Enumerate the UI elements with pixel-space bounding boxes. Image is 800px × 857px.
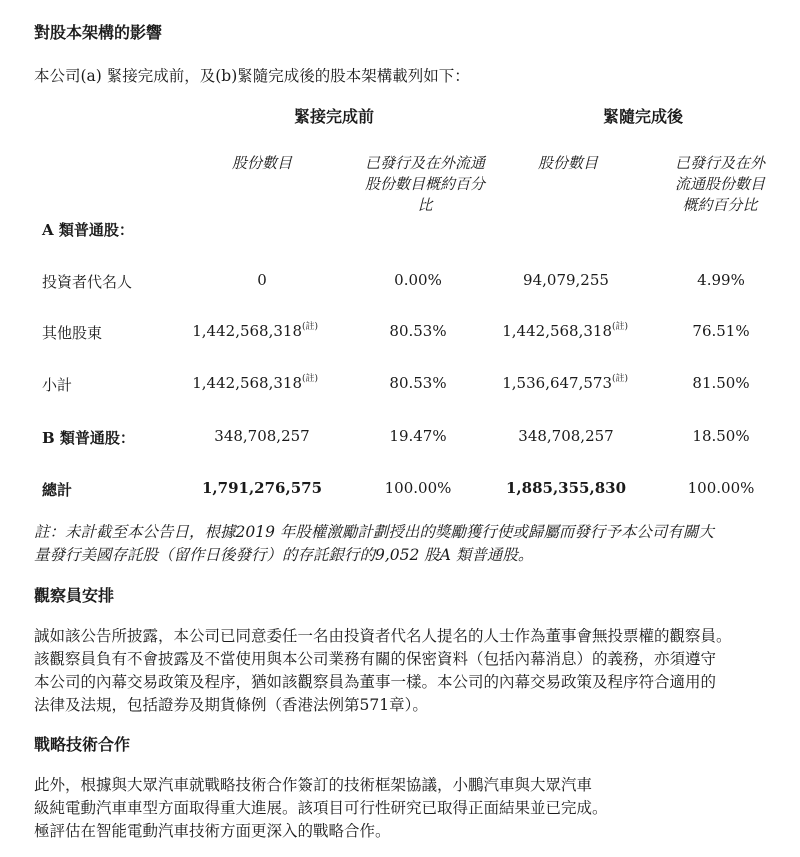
pct-before-cell: 100.00% xyxy=(384,479,452,497)
shares-before-cell: 348,708,257 xyxy=(214,427,310,445)
row-label: 其他股東 xyxy=(42,324,103,342)
row-label: 投資者代名人 xyxy=(42,273,133,291)
shares-after-cell: 1,885,355,830 xyxy=(505,479,627,497)
pct-after-cell: 76.51% xyxy=(692,322,750,340)
shares-after-cell: 94,079,255 xyxy=(523,271,609,289)
share-capital-intro: 本公司(a) 緊接完成前，及(b)緊隨完成後的股本架構載列如下： xyxy=(34,67,470,85)
observer-paragraph-line: 本公司的內幕交易政策及程序，猶如該觀察員為董事一樣。本公司的內幕交易政策及程序符合適用的 xyxy=(34,673,717,691)
pct-before-cell: 0.00% xyxy=(394,271,442,289)
observer-paragraph-line: 該觀察員負有不會披露及不當使用與本公司業務有關的保密資料（包括內幕消息）的義務，亦須遵守 xyxy=(34,650,717,668)
strategic-paragraph-line: 此外，根據與大眾汽車就戰略技術合作簽訂的技術框架協議，小鵬汽車與大眾汽車 xyxy=(34,776,593,794)
col-header-pct-before xyxy=(350,153,500,216)
strategic-paragraph-line: 極評估在智能電動汽車技術方面更深入的戰略合作。 xyxy=(34,822,391,840)
shares-after-cell: 348,708,257 xyxy=(518,427,614,445)
col-header-pct-after-line: 流通股份數目 xyxy=(674,175,765,193)
group-header-before: 緊接完成前 xyxy=(293,107,375,126)
col-header-pct-before-line: 股份數目概約百分 xyxy=(364,175,485,193)
col-header-shares-after: 股份數目 xyxy=(537,154,598,172)
col-header-pct-after-line: 概約百分比 xyxy=(682,196,758,214)
row-label: 小計 xyxy=(42,376,73,394)
footnote-marker: (註) xyxy=(302,374,319,384)
section-title-share-capital: 對股本架構的影響 xyxy=(34,23,163,42)
shares-before-cell: 1,442,568,318 xyxy=(192,322,302,340)
footnote-marker: (註) xyxy=(612,374,629,384)
col-header-pct-before-line: 已發行及在外流通 xyxy=(364,154,485,172)
pct-after-cell: 18.50% xyxy=(692,427,750,445)
pct-after-cell: 4.99% xyxy=(697,271,745,289)
group-header-after: 緊隨完成後 xyxy=(602,107,684,126)
footnote-marker: (註) xyxy=(302,322,319,332)
pct-after-cell: 100.00% xyxy=(687,479,755,497)
shares-after-cell: 1,442,568,318 xyxy=(502,322,612,340)
shares-before-cell: 1,442,568,318 xyxy=(192,374,302,392)
shares-after-cell: 1,536,647,573 xyxy=(502,374,612,392)
strategic-paragraph-line: 級純電動汽車車型方面取得重大進展。該項目可行性研究已取得正面結果並已完成。 xyxy=(34,799,608,817)
footnote-line: 註：未計截至本公告日，根據2019 年股權激勵計劃授出的獎勵獲行使或歸屬而發行予本公司有關大 xyxy=(34,523,714,541)
shares-before-cell: 1,791,276,575 xyxy=(201,479,323,497)
col-header-pct-after-line: 已發行及在外 xyxy=(674,154,765,172)
shares-before-cell: 0 xyxy=(257,271,267,289)
footnote-line: 量發行美國存託股（留作日後發行）的存託銀行的9,052 股A 類普通股。 xyxy=(34,546,534,564)
row-label: B 類普通股： xyxy=(42,429,135,447)
col-header-pct-before-line: 比 xyxy=(417,196,433,214)
pct-before-cell: 19.47% xyxy=(389,427,447,445)
footnote-marker: (註) xyxy=(612,322,629,332)
section-title-observer: 觀察員安排 xyxy=(34,586,115,605)
class-a-label: A 類普通股： xyxy=(42,221,134,239)
row-label: 總計 xyxy=(42,481,73,499)
section-title-strategic: 戰略技術合作 xyxy=(34,735,131,754)
pct-after-cell: 81.50% xyxy=(692,374,750,392)
col-header-pct-after xyxy=(655,153,785,216)
pct-before-cell: 80.53% xyxy=(389,374,447,392)
col-header-shares-before: 股份數目 xyxy=(231,154,292,172)
observer-paragraph-line: 法律及法規，包括證券及期貨條例（香港法例第571章）。 xyxy=(34,696,428,714)
pct-before-cell: 80.53% xyxy=(389,322,447,340)
observer-paragraph-line: 誠如該公告所披露，本公司已同意委任一名由投資者代名人提名的人士作為董事會無投票權的觀察員。 xyxy=(34,627,732,645)
